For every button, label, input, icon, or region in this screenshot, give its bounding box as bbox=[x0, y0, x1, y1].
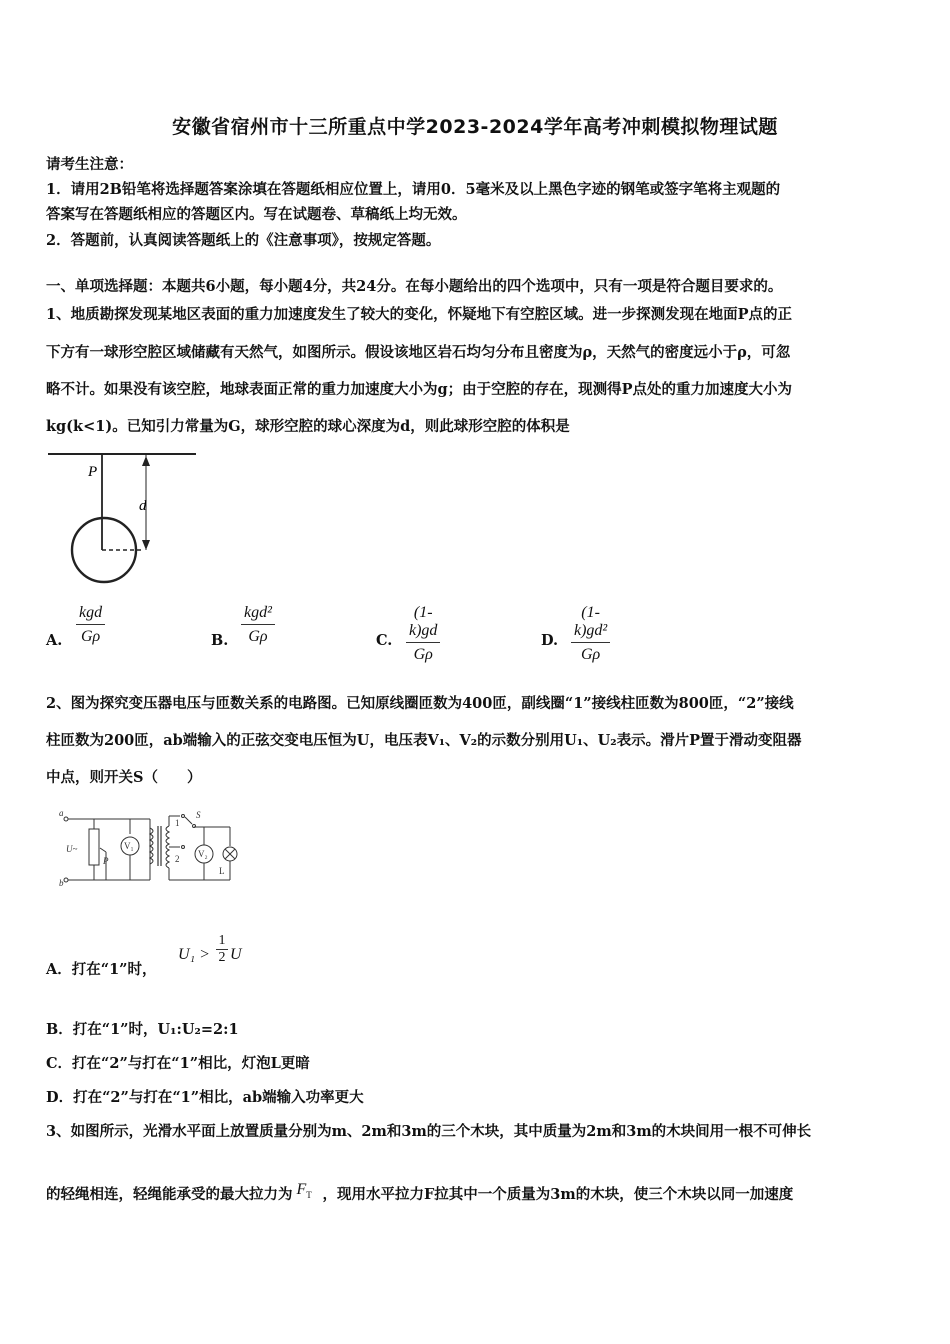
notice-line-1b: 答案写在答题纸相应的答题区内。写在试题卷、草稿纸上均无效。 bbox=[46, 206, 467, 223]
voltmeter-v1: V₁ bbox=[124, 841, 134, 851]
notice-line-1a: 1．请用2B铅笔将选择题答案涂填在答题纸相应位置上，请用0．5毫米及以上黑色字迹的钢笔或签字笔将主观题的 bbox=[46, 181, 781, 198]
q3-line-1: 3、如图所示，光滑水平面上放置质量分别为m、2m和3m的三个木块，其中质量为2m和3m的木块间用一根不可伸长 bbox=[46, 1123, 812, 1140]
q2-line-3: 中点，则开关S（ ） bbox=[46, 769, 202, 786]
lamp-l-label: L bbox=[219, 866, 225, 876]
q1-line-4: kg(k<1)。已知引力常量为G，球形空腔的球心深度为d，则此球形空腔的体积是 bbox=[46, 418, 570, 435]
exam-page: 安徽省宿州市十三所重点中学2023-2024学年高考冲刺模拟物理试题 请考生注意： 1．请用2B铅笔将选择题答案涂填在答题纸相应位置上，请用0．5毫米及以上黑色字迹的钢笔或签字笔将主观题的 答案写在答题纸相应的答题区内。写在试题卷、草稿纸上均无效。 2．答题前，认真阅读答题纸上的《注意事项》，按规定答题。 一、单项选择题：本题共6小题，每小题4分，共24分。在每小题给出的四个选项中，只有一项是符合题目要求的。 1、地质勘探发现某地区表面的重力加速度发生了较大的变化，怀疑地下有空腔区域。进一步探测发现在地面P点的正 下方有一球形空腔区域储藏有天然气，如图所示。假设该地区岩石均匀分布且密度为ρ，天然气的密度远小于ρ，可忽 略不计。如果没有该空腔，地球表面正常的重力加速度大小为g；由于空腔的存在，现测得P点处的重力加速度大小为 kg(k<1)。已知引力常量为G，球形空腔的球心深度为d，则此球形空腔的体积是 P d A. kgd Gρ B. kgd² Gρ C. $\frac{(1- k)gd}{G\rho}$ D. $\frac{\text{(1- k)gd²}}{G\rho}$ 2、图为探究变压器电压与匝数关系的电路图。已知原线圈匝数为400匝，副线圈“1”接线柱匝数为800匝，“2”接线 柱匝数为200匝，ab端输入的正弦交变电压恒为U，电压表V₁、V₂的示数分别用U₁、U₂表示。滑片P置于滑动变阻器 中点，则开关S（ ） a b U~ P V₁ V₂ S 1 2 L A．打在“1”时， U₁ > 1 2 U B．打在“1”时，U₁:U₂=2:1 C．打在“2”与打在“1”相比，灯泡L更暗 D．打在“2”与打在“1”相比，ab端输入功率更大 3、如图所示，光滑水平面上放置质量分别为m、2m和3m的三个木块，其中质量为2m和3m的木块间用一根不可伸长 的轻绳相连，轻绳能承受的最大拉力为 $F_T$ ，现用水平拉力F拉其中一个质量为3m的木块，使三个木块以同一加速度 bbox=[0, 0, 950, 1344]
q1-options: A. kgd Gρ B. kgd² Gρ C. $\frac{(1- k)gd}{G\rho}$ D. $\frac{\text{(1- k)gd²}}{G\rho}$ bbox=[46, 604, 746, 664]
tap-2-label: 2 bbox=[175, 854, 180, 864]
point-p-label: P bbox=[88, 464, 98, 480]
q1-line-3: 略不计。如果没有该空腔，地球表面正常的重力加速度大小为g；由于空腔的存在，现测得P点处的重力加速度大小为 bbox=[46, 381, 793, 398]
tension-ft: $F_T$ bbox=[296, 1181, 312, 1201]
q2-option-d[interactable]: D．打在“2”与打在“1”相比，ab端输入功率更大 bbox=[46, 1089, 364, 1106]
terminal-b: b bbox=[59, 878, 64, 888]
slider-p-label: P bbox=[103, 856, 109, 866]
q1-cavity-figure bbox=[44, 448, 204, 596]
q2-line-2: 柱匝数为200匝，ab端输入的正弦交变电压恒为U，电压表V₁、V₂的示数分别用U₁、U₂表示。滑片P置于滑动变阻器 bbox=[46, 732, 802, 749]
q1-line-1: 1、地质勘探发现某地区表面的重力加速度发生了较大的变化，怀疑地下有空腔区域。进一步探测发现在地面P点的正 bbox=[46, 306, 792, 323]
voltage-u-label: U~ bbox=[66, 844, 78, 854]
q2-option-a[interactable]: A．打在“1”时， bbox=[46, 961, 157, 978]
q1-line-2: 下方有一球形空腔区域储藏有天然气，如图所示。假设该地区岩石均匀分布且密度为ρ，天然气的密度远小于ρ，可忽 bbox=[46, 344, 791, 361]
q3-line-2: 的轻绳相连，轻绳能承受的最大拉力为 $F_T$ ，现用水平拉力F拉其中一个质量为3m的木块，使三个木块以同一加速度 bbox=[46, 1181, 794, 1203]
depth-d-label: d bbox=[139, 498, 147, 514]
notice-heading: 请考生注意： bbox=[46, 156, 133, 173]
tap-1-label: 1 bbox=[175, 818, 180, 828]
section-heading: 一、单项选择题：本题共6小题，每小题4分，共24分。在每小题给出的四个选项中，只有一项是符合题目要求的。 bbox=[46, 278, 783, 295]
q2-option-c[interactable]: C．打在“2”与打在“1”相比，灯泡L更暗 bbox=[46, 1055, 310, 1072]
notice-line-2: 2．答题前，认真阅读答题纸上的《注意事项》，按规定答题。 bbox=[46, 232, 441, 249]
page-title: 安徽省宿州市十三所重点中学2023-2024学年高考冲刺模拟物理试题 bbox=[172, 116, 778, 138]
q2-option-b[interactable]: B．打在“1”时，U₁:U₂=2:1 bbox=[46, 1021, 239, 1038]
q2-circuit-diagram bbox=[58, 804, 240, 890]
q2-line-1: 2、图为探究变压器电压与匝数关系的电路图。已知原线圈匝数为400匝，副线圈“1”接线柱匝数为800匝，“2”接线 bbox=[46, 695, 794, 712]
switch-s-label: S bbox=[196, 810, 201, 820]
voltmeter-v2: V₂ bbox=[198, 849, 208, 859]
terminal-a: a bbox=[59, 808, 64, 818]
